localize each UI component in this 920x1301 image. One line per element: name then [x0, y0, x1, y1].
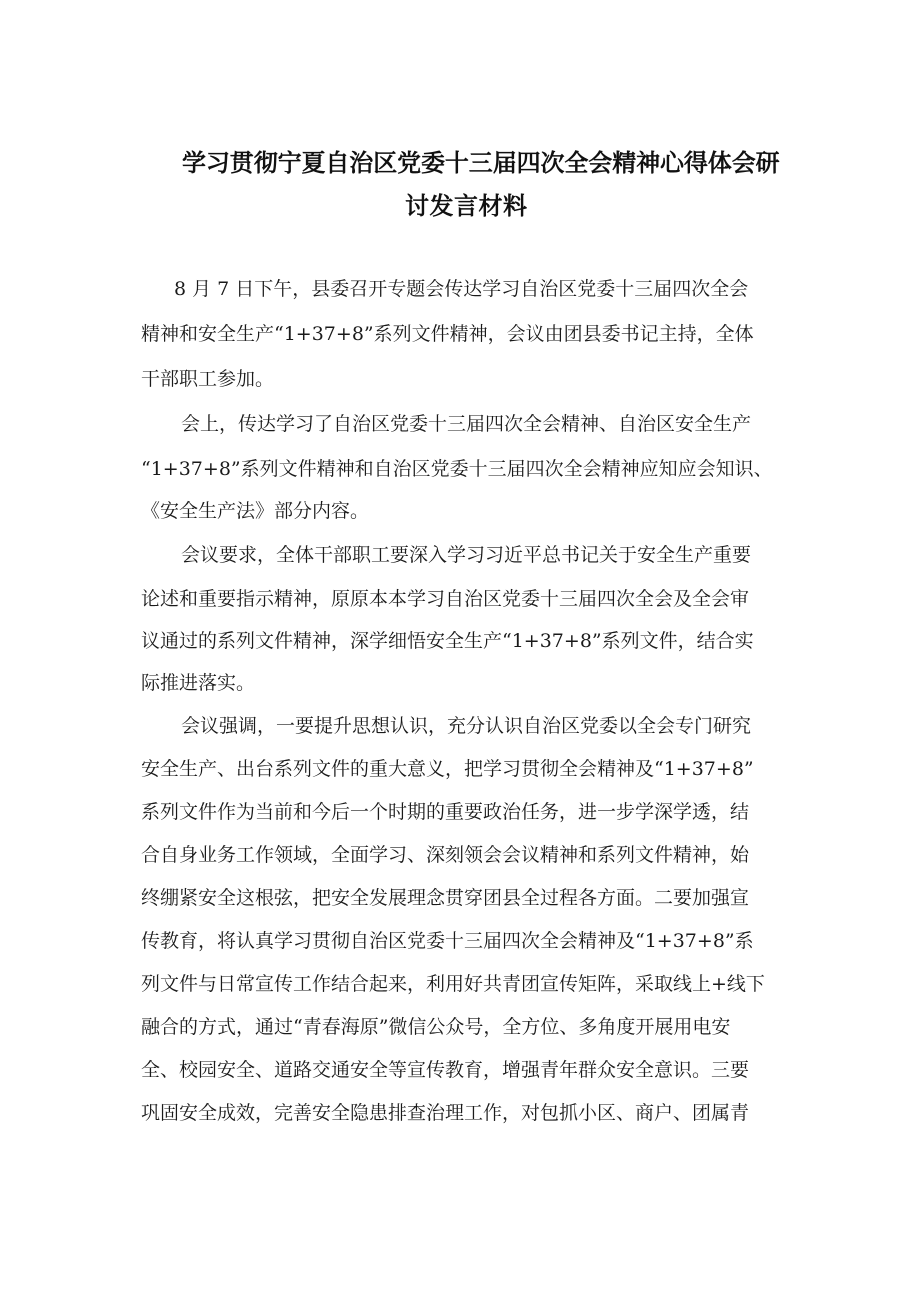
paragraph-4-line-3: 系列文件作为当前和今后一个时期的重要政治任务，进一步学深学透，结	[141, 801, 750, 823]
paragraph-2-line-1: 会上，传达学习了自治区党委十三届四次全会精神、自治区安全生产	[181, 413, 752, 435]
paragraph-3-line-3: 议通过的系列文件精神，深学细悟安全生产“1+37+8”系列文件，结合实	[141, 630, 754, 652]
paragraph-4-line-8: 融合的方式，通过“青春海原”微信公众号，全方位、多角度开展用电安	[141, 1016, 731, 1038]
paragraph-4-line-7: 列文件与日常宣传工作结合起来，利用好共青团宣传矩阵，采取线上+线下	[141, 973, 765, 995]
paragraph-3-line-1: 会议要求，全体干部职工要深入学习习近平总书记关于安全生产重要	[181, 544, 752, 566]
paragraph-1-line-1: 8 月 7 日下午，县委召开专题会传达学习自治区党委十三届四次全会	[174, 278, 749, 300]
paragraph-4-line-6: 传教育，将认真学习贯彻自治区党委十三届四次全会精神及“1+37+8”系	[141, 930, 754, 952]
paragraph-4-line-10: 巩固安全成效，完善安全隐患排查治理工作，对包抓小区、商户、团属青	[141, 1102, 750, 1124]
document-title-line-1: 学习贯彻宁夏自治区党委十三届四次全会精神心得体会研	[182, 149, 780, 177]
paragraph-3-line-2: 论述和重要指示精神，原原本本学习自治区党委十三届四次全会及全会审	[141, 588, 750, 610]
document-title-line-2: 讨发言材料	[405, 192, 528, 220]
paragraph-4-line-5: 终绷紧安全这根弦，把安全发展理念贯穿团县全过程各方面。二要加强宣	[141, 887, 750, 909]
paragraph-2-line-3: 《安全生产法》部分内容。	[141, 500, 370, 522]
paragraph-4-line-2: 安全生产、出台系列文件的重大意义，把学习贯彻全会精神及“1+37+8”	[141, 758, 754, 780]
paragraph-4-line-1: 会议强调，一要提升思想认识，充分认识自治区党委以全会专门研究	[181, 715, 752, 737]
paragraph-1-line-2: 精神和安全生产“1+37+8”系列文件精神，会议由团县委书记主持，全体	[141, 323, 754, 345]
paragraph-4-line-4: 合自身业务工作领域，全面学习、深刻领会会议精神和系列文件精神，始	[141, 844, 750, 866]
paragraph-4-line-9: 全、校园安全、道路交通安全等宣传教育，增强青年群众安全意识。三要	[141, 1059, 750, 1081]
paragraph-3-line-4: 际推进落实。	[141, 672, 256, 694]
paragraph-1-line-3: 干部职工参加。	[141, 368, 275, 390]
paragraph-2-line-2: “1+37+8”系列文件精神和自治区党委十三届四次全会精神应知应会知识、	[141, 458, 773, 480]
